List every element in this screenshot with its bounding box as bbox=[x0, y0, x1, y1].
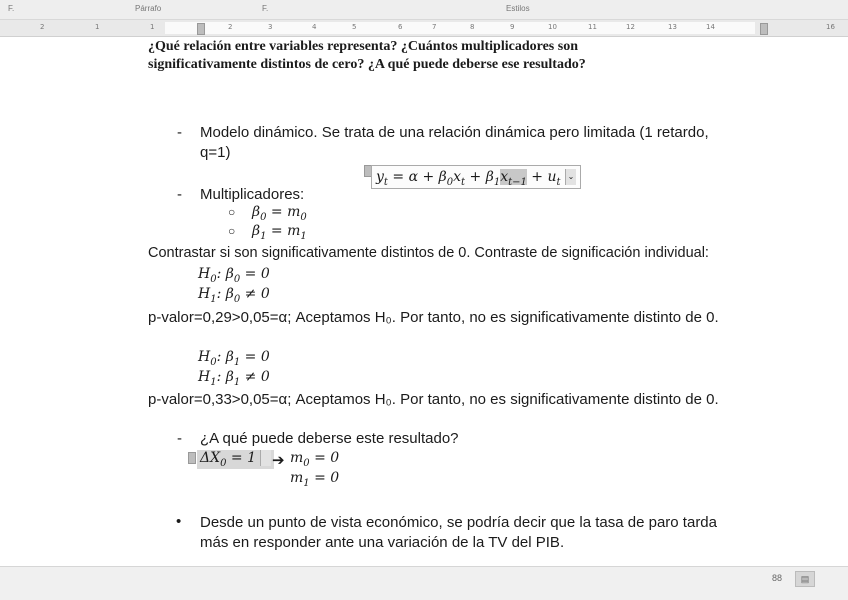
m0-zero: $m_0 = 0$ bbox=[290, 450, 340, 469]
conclusion-line-1: Desde un punto de vista económico, se podría decir que la tasa de paro tarda bbox=[200, 514, 717, 531]
ruler-tick-label: 13 bbox=[668, 23, 677, 31]
equation-box[interactable]: $y_t = \alpha + \beta_0x_t + \beta_1x_{t-1} + u_t$ ⌄ bbox=[371, 165, 581, 189]
paragraph-group-label[interactable]: Párrafo bbox=[135, 4, 162, 13]
font-group-label[interactable]: F. bbox=[8, 4, 15, 13]
pvalue-line-2: p-valor=0,33>0,05=α; Aceptamos H₀. Por tanto, no es significativamente distinto de 0. bbox=[148, 391, 719, 408]
equation-options-dropdown[interactable]: ⌄ bbox=[565, 169, 576, 185]
styles-group-label[interactable]: Estilos bbox=[506, 4, 530, 13]
ruler-tick-label: 2 bbox=[228, 23, 233, 31]
h0-beta0: $H_0$: $\beta_0 = 0$ bbox=[198, 266, 270, 285]
ribbon-group-labels bbox=[0, 0, 848, 20]
ruler-tick-label: 4 bbox=[312, 23, 317, 31]
document-page[interactable] bbox=[0, 37, 848, 565]
multipliers-label: Multiplicadores: bbox=[200, 186, 305, 203]
equation-handle-2[interactable] bbox=[188, 452, 196, 464]
contrast-text: Contrastar si son significativamente distintos de 0. Contraste de significación individual: bbox=[148, 245, 709, 261]
horizontal-ruler[interactable] bbox=[0, 20, 848, 37]
delta-x-equation[interactable]: $\Delta X_0 = 1$ bbox=[197, 450, 274, 469]
ruler-tick-label: 11 bbox=[588, 23, 597, 31]
ruler-tick-label: 12 bbox=[626, 23, 635, 31]
h1-beta1: $H_1$: $\beta_1 \ne 0$ bbox=[198, 369, 270, 388]
selected-lag-term[interactable]: $x_{t-1}$ bbox=[500, 169, 527, 188]
h1-beta0: $H_1$: $\beta_0 \ne 0$ bbox=[198, 286, 270, 305]
ruler-tick-label: 3 bbox=[268, 23, 273, 31]
dash-bullet-2: - bbox=[177, 186, 182, 203]
right-indent-marker[interactable] bbox=[760, 23, 768, 35]
status-bar bbox=[0, 566, 848, 600]
question-line-2: significativamente distintos de cero? ¿A qué puede deberse ese resultado? bbox=[148, 57, 586, 72]
ruler-tick-label: 2 bbox=[40, 23, 45, 31]
read-mode-button[interactable]: 88 bbox=[771, 573, 782, 583]
multiplier-m1: $\beta_1 = m_1$ bbox=[252, 223, 307, 242]
paragraph-launcher[interactable]: F. bbox=[262, 4, 269, 13]
ruler-tick-label: 9 bbox=[510, 23, 515, 31]
ruler-tick-label: 10 bbox=[548, 23, 557, 31]
dash-bullet: - bbox=[177, 124, 182, 141]
question-line-1: ¿Qué relación entre variables representa? ¿Cuántos multiplicadores son bbox=[148, 39, 578, 54]
model-line-1: Modelo dinámico. Se trata de una relación dinámica pero limitada (1 retardo, bbox=[200, 124, 709, 141]
ruler-text-area bbox=[165, 22, 755, 34]
ruler-tick-label: 5 bbox=[352, 23, 357, 31]
dash-bullet-3: - bbox=[177, 430, 182, 447]
m1-zero: $m_1 = 0$ bbox=[290, 470, 340, 489]
model-line-2: q=1) bbox=[200, 144, 231, 161]
circle-bullet: ○ bbox=[228, 224, 236, 238]
conclusion-line-2: más en responder ante una variación de la TV del PIB. bbox=[200, 534, 565, 551]
ruler-tick-label: 1 bbox=[150, 23, 155, 31]
circle-bullet: ○ bbox=[228, 205, 236, 219]
indent-marker[interactable] bbox=[197, 23, 205, 35]
ruler-tick-label: 1 bbox=[95, 23, 100, 31]
result-question: ¿A qué puede deberse este resultado? bbox=[200, 430, 459, 447]
ruler-tick-label: 16 bbox=[826, 23, 835, 31]
dot-bullet: • bbox=[176, 513, 182, 530]
arrow-icon: ➔ bbox=[272, 452, 285, 469]
ruler-tick-label: 8 bbox=[470, 23, 475, 31]
ruler-tick-label: 7 bbox=[432, 23, 437, 31]
print-layout-button[interactable]: ▤ bbox=[795, 571, 815, 587]
ruler-tick-label: 6 bbox=[398, 23, 403, 31]
pvalue-line-1: p-valor=0,29>0,05=α; Aceptamos H₀. Por tanto, no es significativamente distinto de 0. bbox=[148, 309, 719, 326]
ruler-tick-label: 14 bbox=[706, 23, 715, 31]
multiplier-m0: $\beta_0 = m_0$ bbox=[252, 204, 307, 223]
h0-beta1: $H_0$: $\beta_1 = 0$ bbox=[198, 349, 270, 368]
equation-options-dropdown-2[interactable] bbox=[260, 450, 271, 466]
